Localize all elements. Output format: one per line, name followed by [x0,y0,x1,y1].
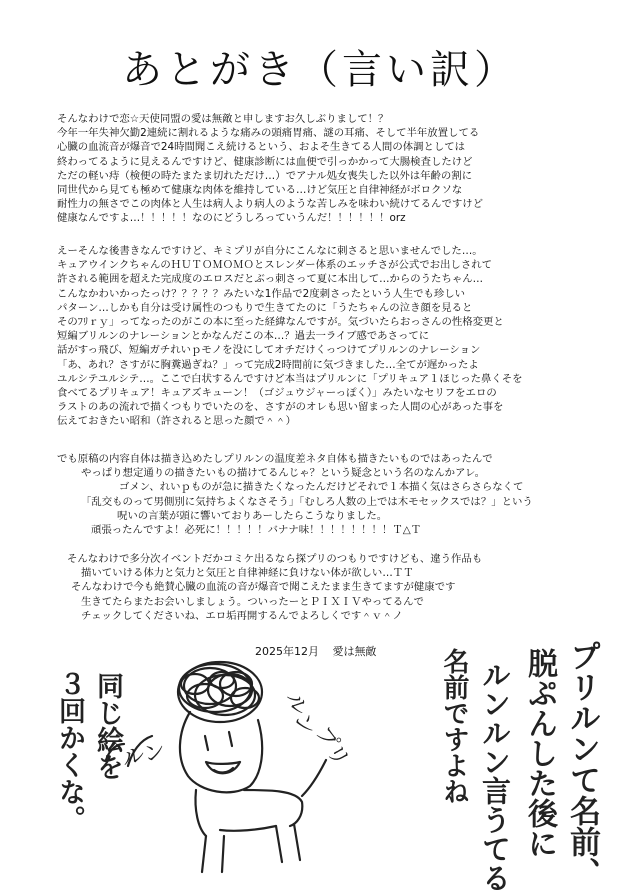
signature-author: 愛は無敵 [332,645,377,658]
paragraph-closing [57,552,482,623]
sfx-puri: プリ [310,721,354,772]
text-line: 耐性力の無さでこの肉体と人生は病人より病人のような苦しみを味わい続けてるんですけど [57,198,484,211]
paragraph-content [57,452,533,537]
text-line: 今年一年失神欠勤2連続に割れるような痛みの頭痛胃痛、謎の耳痛、そして半年放置してる [57,127,480,140]
text-line: パターン…しかも自分は受け属性のつもりで生きてたのに「うたちゃんの泣き顔を見ると [57,301,473,314]
text-line: やっぱり想定通りの描きたいもの描けてるんじゃ？という疑念という名のなんかアレ。 [81,467,485,480]
handwritten-note-right-2: 脱ぷんした後に [522,648,557,858]
text-line: 許される範囲を超えた完成度のエロスだとぶっ刺さって夏に本出して…からのうたちゃん… [57,273,484,286]
text-line: ゴメン、れいｐものが急に描きたくなったんだけどそれで１本描く気はさらさらなくて [119,481,524,494]
sfx-run-2: ルン [120,739,168,772]
text-line: 話がすっ飛び、短編ガチれいｐモノを没にしてオチだけくっつけてプリルンのナレーション [57,344,481,357]
text-line: 食べてるプリキュア！キュアズキューン！（ゴジュウジャーっぽく）」みたいなセリフをエロの [57,387,497,400]
text-line: そんなわけで今も絶賛心臓の血流の音が爆音で聞こえたまま生きてますが健康です [71,581,456,594]
text-line: そのﾌﾘｒｙ」ってなったのがこの本に至った経緯なんですが。気づいたらおっさんの性格変更と [57,316,504,329]
text-line: キュアウインクちゃんのＨＵＴＯＭＯＭＯとスレンダー体系のエッチさが公式でお出しされて [57,259,492,272]
text-line: 同世代から見ても極めて健康な肉体を維持している…けど気圧と自律神経がボロクソな [57,184,463,197]
text-line: 頑張ったんですよ！必死に！！！！！バナナ味！！！！！！！！Ｔ△Ｔ [91,524,422,537]
text-line: 描いていける体力と気力と気圧と自律神経に負けない体が欲しい…ＴＴ [81,567,414,580]
text-line: 呪いの言葉が頭に響いておりあーしたらこうなりました。 [117,509,388,522]
text-line: 伝えておきたい昭和（許されると思った顔で＾＾） [57,415,296,428]
handwritten-note-right-1: プリルンて名前、 [564,640,600,888]
text-line: こんなかわいかったっけ？？？？？みたいな1作品で2度刺さったという人生でも珍しい [57,287,466,300]
handwritten-note-left-2: ３回かくな。 [54,670,85,832]
paragraph-story [57,244,523,429]
text-line: ラストのあの流れで描くつもりでいたのを、さすがのオレも思い留まった人間の心があった事を [57,401,504,414]
paragraph-health [57,112,483,226]
text-line: 健康なんですよ…！！！！！なのにどうしろっていうんだ！！！！！！orz [57,212,406,225]
text-line: 「乱交ものって男側別に気持ちよくなさそう」「むしろ人数の上では木モセックスでは？」という [81,495,533,508]
text-line: 生きてたらまたお会いしましょう。ついったーとＰＩＸＩＶやってるんで [81,595,424,608]
text-line: えーそんな後書きなんですけど、キミプリが自分にこんなに刺さると思いませんでした…。 [57,245,483,257]
handwritten-note-right-4: 名前ですよね [439,648,469,804]
signature-date: 2025年12月 [255,645,319,658]
text-line: でも原稿の内容自体は描き込めたしプリルンの温度差ネタ自体も描きたいものではあったんで [57,453,493,465]
text-line: ユルシテユルシテ…。ここで白状するんですけど本当はプリルンに「プリキュア１ほじった鼻くそを [57,372,523,385]
text-line: 心臓の血流音が爆音で24時間聞こえ続けるという、およそ生きてる人間の体調としては [57,141,466,154]
handwritten-note-left-1: 同じ絵を [92,672,123,780]
page-title: あとがき（言い訳） [122,47,518,93]
text-line: チェックしてくださいね、エロ垢再開するんでよろしくです＾ｖ＾ノ [81,609,403,622]
text-line: 「あ、あれ？さすがに胸糞過ぎね？」って完成2時間前に気づきました…全てが遅かったよ [57,358,479,371]
text-line: 終わってるように見えるんですけど、健康診断には血便で引っかかって大腸検査したけど [57,155,473,168]
text-line: そんなわけで多分次イベントだかコミケ出るなら探プリのつもりですけども、違う作品も [67,553,483,565]
sfx-run-1: ルン [280,689,320,739]
text-line: ただの軽い痔（検便の時たまたま切れただけ…）でアナル処女喪失した以外は年齢の割に [57,169,473,182]
text-line: 短編ブリルンのナレーションとかなんだこの本…？過去一ライブ感であさってに [57,330,430,343]
text-line: そんなわけで恋☆天使同盟の愛は無敵と申しますお久しぶりまして！？ [57,113,389,125]
handwritten-note-right-3: ルンルン言うてる [478,660,512,892]
